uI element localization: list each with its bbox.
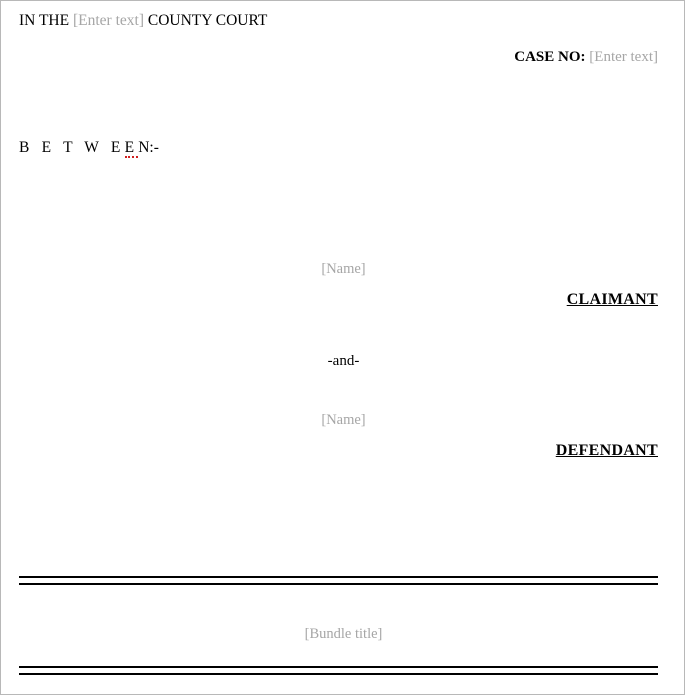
case-number-field[interactable]: [Enter text] [589,49,658,65]
court-heading-suffix: COUNTY COURT [147,12,268,29]
claimant-role-label: CLAIMANT [566,291,658,308]
bundle-title-field[interactable]: [Bundle title] [304,626,383,642]
between-text-misspelled: E [124,139,139,156]
between-label [19,139,159,157]
court-name-field[interactable]: [Enter text] [72,12,144,29]
court-heading [19,11,267,32]
case-number-row [514,47,658,67]
between-text-start: B E T W E [19,139,125,156]
case-number-label: CASE NO: [514,49,586,65]
defendant-role-label: DEFENDANT [555,442,658,459]
divider-bottom [19,666,658,675]
document-body [19,11,668,694]
court-heading-prefix: IN THE [19,12,70,29]
court-heading-row [19,11,668,35]
between-text-end: N:- [138,139,159,156]
divider-top [19,576,658,585]
defendant-name-field[interactable]: [Name] [321,412,366,428]
and-separator: -and- [327,353,360,369]
claimant-name-field[interactable]: [Name] [321,261,366,277]
